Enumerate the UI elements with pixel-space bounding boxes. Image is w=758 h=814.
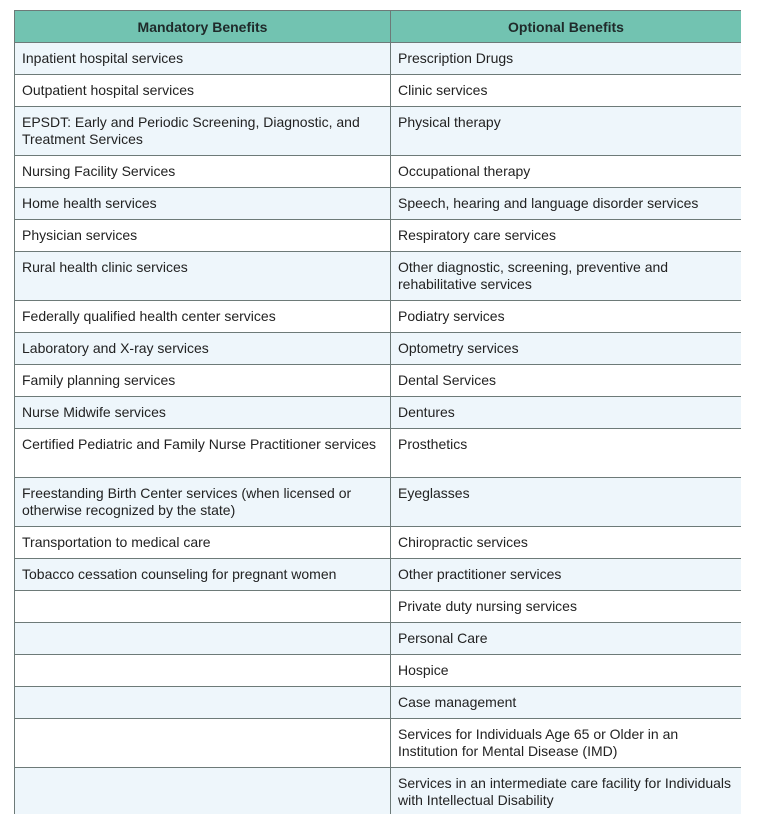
benefits-table-container — [14, 10, 741, 814]
table-row — [15, 43, 742, 75]
table-row — [15, 333, 742, 365]
mandatory-cell: Laboratory and X-ray services — [15, 333, 391, 365]
mandatory-cell — [15, 768, 391, 814]
mandatory-cell: Home health services — [15, 188, 391, 220]
table-row — [15, 687, 742, 719]
optional-cell: Chiropractic services — [391, 527, 742, 559]
table-row — [15, 623, 742, 655]
table-row — [15, 107, 742, 156]
optional-cell: Podiatry services — [391, 301, 742, 333]
optional-cell: Private duty nursing services — [391, 591, 742, 623]
table-row — [15, 397, 742, 429]
header-mandatory-benefits: Mandatory Benefits — [15, 11, 391, 43]
optional-cell: Personal Care — [391, 623, 742, 655]
optional-cell: Physical therapy — [391, 107, 742, 156]
mandatory-cell: Outpatient hospital services — [15, 75, 391, 107]
optional-cell: Case management — [391, 687, 742, 719]
table-row — [15, 188, 742, 220]
table-row — [15, 429, 742, 478]
optional-cell: Dentures — [391, 397, 742, 429]
table-row — [15, 527, 742, 559]
optional-cell: Other diagnostic, screening, preventive and rehabilitative services — [391, 252, 742, 301]
mandatory-cell — [15, 719, 391, 768]
optional-cell: Speech, hearing and language disorder services — [391, 188, 742, 220]
mandatory-cell: Nursing Facility Services — [15, 156, 391, 188]
optional-cell: Clinic services — [391, 75, 742, 107]
mandatory-cell: Certified Pediatric and Family Nurse Practitioner services — [15, 429, 391, 478]
optional-cell: Hospice — [391, 655, 742, 687]
mandatory-cell — [15, 591, 391, 623]
table-row — [15, 559, 742, 591]
mandatory-cell: Freestanding Birth Center services (when licensed or otherwise recognized by the state) — [15, 478, 391, 527]
mandatory-cell: Inpatient hospital services — [15, 43, 391, 75]
mandatory-cell: Physician services — [15, 220, 391, 252]
table-row — [15, 156, 742, 188]
table-row — [15, 719, 742, 768]
table-header-row — [15, 11, 742, 43]
optional-cell: Other practitioner services — [391, 559, 742, 591]
optional-cell: Services in an intermediate care facility for Individuals with Intellectual Disability — [391, 768, 742, 814]
mandatory-cell: Tobacco cessation counseling for pregnant women — [15, 559, 391, 591]
mandatory-cell: Nurse Midwife services — [15, 397, 391, 429]
table-row — [15, 655, 742, 687]
optional-cell: Respiratory care services — [391, 220, 742, 252]
mandatory-cell: EPSDT: Early and Periodic Screening, Diagnostic, and Treatment Services — [15, 107, 391, 156]
mandatory-cell — [15, 687, 391, 719]
table-row — [15, 365, 742, 397]
table-row — [15, 301, 742, 333]
table-row — [15, 220, 742, 252]
mandatory-cell: Rural health clinic services — [15, 252, 391, 301]
table-row — [15, 768, 742, 814]
optional-cell: Occupational therapy — [391, 156, 742, 188]
table-row — [15, 252, 742, 301]
optional-cell: Prosthetics — [391, 429, 742, 478]
mandatory-cell: Family planning services — [15, 365, 391, 397]
optional-cell: Eyeglasses — [391, 478, 742, 527]
mandatory-cell — [15, 623, 391, 655]
table-row — [15, 591, 742, 623]
mandatory-cell: Transportation to medical care — [15, 527, 391, 559]
optional-cell: Prescription Drugs — [391, 43, 742, 75]
header-optional-benefits: Optional Benefits — [391, 11, 742, 43]
table-row — [15, 478, 742, 527]
mandatory-cell: Federally qualified health center services — [15, 301, 391, 333]
optional-cell: Services for Individuals Age 65 or Older in an Institution for Mental Disease (IMD) — [391, 719, 742, 768]
optional-cell: Optometry services — [391, 333, 742, 365]
benefits-table — [14, 10, 741, 814]
optional-cell: Dental Services — [391, 365, 742, 397]
mandatory-cell — [15, 655, 391, 687]
table-row — [15, 75, 742, 107]
